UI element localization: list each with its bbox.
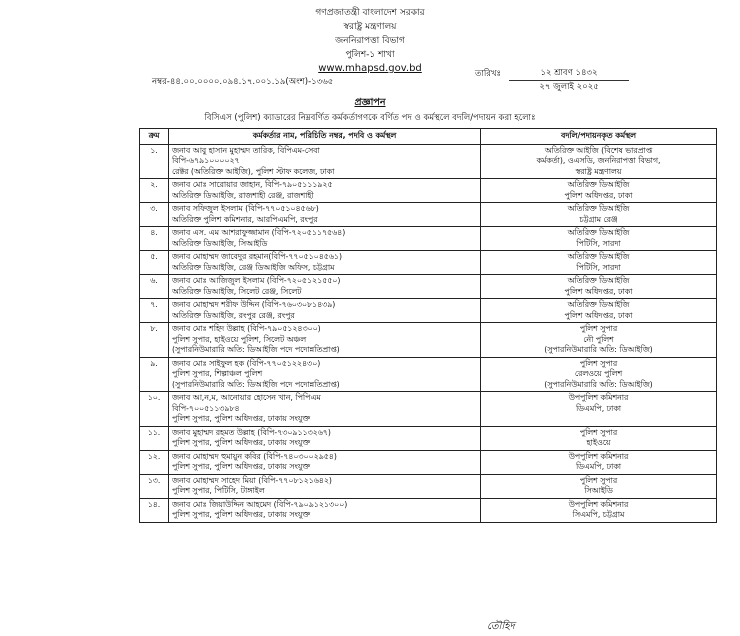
table-row [140, 144, 717, 179]
posting-cell [481, 357, 717, 392]
posting-line: পুলিশ সুপার [579, 427, 618, 437]
officer-line: বিপি-৬৭৯১০০০০২৭ [172, 156, 240, 165]
col-header-posting: বদলি/পদায়নকৃত কর্মস্থল [481, 129, 717, 145]
serial-cell: ৮. [140, 323, 169, 358]
ministry-name: স্বরাষ্ট্র মন্ত্রণালয় [343, 22, 397, 32]
officer-line: অতিরিক্ত ডিআইজি, রাজশাহী রেঞ্জ, রাজশাহী [172, 190, 314, 200]
posting-line: পুলিশ অধিদপ্তর, ঢাকা [564, 310, 633, 320]
posting-line: উপপুলিশ কমিশনার [568, 499, 629, 509]
serial-cell: ১১. [140, 426, 169, 450]
officer-line: জনাব মোঃ শহিদ উল্লাহ (বিপি-৭৯০৫১২৪৩০০) [172, 324, 321, 333]
posting-line: পুলিশ সুপার [579, 475, 618, 485]
officer-line: পুলিশ সুপার, পুলিশ অধিদপ্তর, ঢাকায় সংযুক্ত [172, 414, 310, 423]
posting-line: (সুপারনিউমারারি অতি: ডিআইজি) [544, 379, 653, 389]
officer-cell [169, 392, 481, 427]
officer-cell [169, 179, 481, 203]
memo-number: নম্বর-৪৪.০০.০০০০.০৯৪.১৭.০০১.১৯(অংশ)-১৩৬৫ [152, 77, 334, 87]
table-row [140, 426, 717, 450]
posting-line: চট্টগ্রাম রেঞ্জ [579, 214, 618, 224]
officer-cell [169, 275, 481, 299]
posting-line: পিটিসি, সারদা [576, 262, 621, 272]
officer-line: অতিরিক্ত ডিআইজি, সিআইডি [172, 238, 268, 248]
posting-line: পুলিশ সুপার [579, 324, 618, 333]
posting-line: অতিরিক্ত ডিআইজি [567, 252, 630, 261]
table-row [140, 227, 717, 251]
serial-cell: ১. [140, 144, 169, 179]
table-row [140, 392, 717, 427]
posting-line: অতিরিক্ত ডিআইজি [567, 276, 630, 285]
serial-cell: ১৪. [140, 498, 169, 522]
division-name: জননিরাপত্তা বিভাগ [335, 36, 405, 46]
col-header-officer: কর্মকর্তার নাম, পরিচিতি নম্বর, পদবি ও কর্মস্থল [169, 129, 481, 145]
posting-line: হাইওয়ে [586, 438, 611, 447]
officer-line: জনাব মোহাম্মদ সাহেদ মিয়া (বিপি-৭৭০৮১২১৬৪২) [172, 475, 332, 485]
posting-line: (সুপারনিউমারারি অতি: ডিআইজি) [544, 345, 653, 354]
posting-cell [481, 392, 717, 427]
officer-line: জনাব মোঃ সারোয়ার জাহান, বিপি-৭৯০৫১১১৯২৫ [172, 180, 333, 189]
date-label: তারিখঃ [475, 69, 502, 79]
table-row [140, 474, 717, 498]
serial-cell: ৭. [140, 299, 169, 323]
table-row [140, 275, 717, 299]
officer-line: অতিরিক্ত ডিআইজি, রংপুর রেঞ্জ, রংপুর [172, 310, 295, 320]
posting-cell [481, 144, 717, 179]
officer-line: জনাব আবু হাসান মুহাম্মদ তারিক, বিপিএম-সেবা [172, 145, 320, 155]
table-row [140, 203, 717, 227]
officer-line: পুলিশ সুপার, পুলিশ অধিদপ্তর, ঢাকায় সংযুক্ত [172, 510, 310, 519]
date-english: ২৭ জুলাই ২০২৫ [539, 82, 599, 92]
posting-line: উপপুলিশ কমিশনার [568, 451, 629, 461]
officer-line: পুলিশ সুপার, হাইওয়ে পুলিশ, সিলেট অঞ্চল [172, 334, 307, 344]
date-block [475, 67, 629, 94]
officer-line: (সুপারনিউমারারি অতি: ডিআইজি পদে পদোন্নতিপ্রাপ্ত) [172, 379, 340, 389]
officer-cell [169, 323, 481, 358]
posting-line: পুলিশ অধিদপ্তর, ঢাকা [564, 286, 633, 296]
posting-cell [481, 275, 717, 299]
officer-line: জনাব মোহাম্মদ জাবেদুর রহমান(বিপি-৭৭০৫১০৪৫৬১) [172, 252, 343, 261]
officer-line: (সুপারনিউমারারি অতি: ডিআইজি পদে পদোন্নতিপ্রাপ্ত) [172, 345, 340, 354]
posting-line: অতিরিক্ত আইজি (বিশেষ ভারপ্রাপ্ত [544, 145, 653, 155]
posting-line: সিআইডি [584, 486, 613, 495]
posting-line: অতিরিক্ত ডিআইজি [567, 300, 630, 309]
officer-line: জনাব মোহাম্মদ শরীফ উদ্দিন (বিপি-৭৬০৩০৮১৪৩৯) [172, 300, 336, 309]
officer-line: জনাব মোহাম্মদ হুমায়ুন কবির (বিপি-৭৪০৩০০২৯৫৪) [172, 451, 337, 461]
officer-cell [169, 144, 481, 179]
officer-line: জনাব মোঃ আজিজুল ইসলাম (বিপি-৭২০৫১২১৫৫০) [172, 276, 341, 285]
officer-line: জনাব সফিজুল ইসলাম (বিপি-৭৭০৫১০৪৫৬৮) [172, 204, 319, 213]
officer-line: পুলিশ সুপার, শিল্পাঞ্চল পুলিশ [172, 369, 263, 378]
table-row [140, 450, 717, 474]
govt-name: গণপ্রজাতন্ত্রী বাংলাদেশ সরকার [315, 8, 425, 18]
posting-line: সিএমপি, চট্টগ্রাম [572, 510, 625, 519]
serial-cell: ১০. [140, 392, 169, 427]
posting-cell [481, 299, 717, 323]
officer-line: জনাব মোঃ সাইফুল হক (বিপি-৭৭০৫১২২৪৩০) [172, 358, 321, 368]
posting-cell [481, 251, 717, 275]
serial-cell: ৫. [140, 251, 169, 275]
officer-line: জনাব এস. এম আশরাফুজ্জামান (বিপি-৭২০৫১১৭৫৬৪) [172, 228, 346, 237]
posting-line: স্বরাষ্ট্র মন্ত্রণালয় [575, 166, 622, 176]
posting-cell [481, 474, 717, 498]
posting-line: রেলওয়ে পুলিশ [574, 369, 623, 378]
officer-cell [169, 357, 481, 392]
officer-line: জনাব আ,ন,ম, আনোয়ার হোসেন খান, পিপিএম [172, 393, 321, 402]
officer-line: জনাব মোঃ জিয়াউদ্দিন আহমেদ (বিপি-৭৯০৯১২১৩০০) [172, 499, 348, 509]
table-row [140, 299, 717, 323]
table-row [140, 251, 717, 275]
notice-title: প্রজ্ঞাপন [354, 97, 386, 108]
officer-line: বিপি-৭০০৫১১৩৯৮৪ [172, 403, 240, 413]
posting-line: পিটিসি, সারদা [576, 238, 621, 248]
officer-line: অতিরিক্ত ডিআইজি, সিলেট রেঞ্জ, সিলেট [172, 286, 302, 296]
officer-cell [169, 474, 481, 498]
officer-cell [169, 227, 481, 251]
serial-cell: ১২. [140, 450, 169, 474]
table-row [140, 323, 717, 358]
officer-cell [169, 299, 481, 323]
posting-cell [481, 498, 717, 522]
notice-intro: বিসিএস (পুলিশ) ক্যাডারের নিম্নবর্ণিত কর্মকর্তাগণকে বর্ণিত পদ ও কর্মস্থলে বদলি/পদায়ন করা হলোঃ [204, 113, 536, 123]
table-row [140, 179, 717, 203]
officer-line: রেক্টর (অতিরিক্ত আইজি), পুলিশ স্টাফ কলেজ, ঢাকা [172, 166, 335, 176]
posting-line: ডিএমপি, ঢাকা [575, 462, 622, 471]
posting-line: নৌ পুলিশ [583, 334, 614, 344]
officer-line: পুলিশ সুপার, পিটিসি, টাঙ্গাইল [172, 486, 265, 495]
serial-cell: ৩. [140, 203, 169, 227]
officer-line: পুলিশ সুপার, পুলিশ অধিদপ্তর, ঢাকায় সংযুক্ত [172, 462, 310, 471]
posting-cell [481, 450, 717, 474]
transfer-table [139, 128, 717, 523]
posting-line: কর্মকর্তা), ওএসডি, জননিরাপত্তা বিভাগ, [536, 156, 661, 165]
serial-cell: ৬. [140, 275, 169, 299]
officer-line: অতিরিক্ত পুলিশ কমিশনার, আরপিএমপি, রংপুর [172, 214, 318, 224]
letterhead [0, 6, 740, 76]
posting-cell [481, 426, 717, 450]
posting-line: অতিরিক্ত ডিআইজি [567, 228, 630, 237]
posting-line: ডিএমপি, ঢাকা [575, 403, 622, 413]
website-link[interactable]: www.mhapsd.gov.bd [318, 63, 422, 74]
posting-line: পুলিশ অধিদপ্তর, ঢাকা [564, 190, 633, 200]
posting-cell [481, 203, 717, 227]
table-row [140, 357, 717, 392]
serial-cell: ৯. [140, 357, 169, 392]
posting-cell [481, 227, 717, 251]
posting-line: অতিরিক্ত ডিআইজি [567, 204, 630, 213]
col-header-serial: ক্রম [140, 129, 169, 145]
officer-cell [169, 251, 481, 275]
posting-cell [481, 323, 717, 358]
officer-cell [169, 498, 481, 522]
table-row [140, 498, 717, 522]
serial-cell: ১৩. [140, 474, 169, 498]
officer-line: অতিরিক্ত ডিআইজি, রেঞ্জ ডিআইজি অফিস, চট্টগ্রাম [172, 262, 335, 272]
officer-cell [169, 426, 481, 450]
officer-cell [169, 450, 481, 474]
signature: তৌহিদ [487, 621, 515, 632]
posting-line: উপপুলিশ কমিশনার [568, 393, 629, 402]
serial-cell: ২. [140, 179, 169, 203]
posting-cell [481, 179, 717, 203]
date-bangla: ১২ শ্রাবণ ১৪৩২ [509, 67, 629, 81]
serial-cell: ৪. [140, 227, 169, 251]
officer-line: জনাব মুহাম্মদ রহমত উল্লাহ (বিপি-৭৩০৯১১৩২৬৭) [172, 427, 331, 437]
table-header-row [140, 129, 717, 145]
posting-line: অতিরিক্ত ডিআইজি [567, 180, 630, 189]
officer-line: পুলিশ সুপার, পুলিশ অধিদপ্তর, ঢাকায় সংযুক্ত [172, 438, 310, 447]
officer-cell [169, 203, 481, 227]
branch-name: পুলিশ-১ শাখা [345, 50, 395, 60]
posting-line: পুলিশ সুপার [579, 358, 618, 368]
